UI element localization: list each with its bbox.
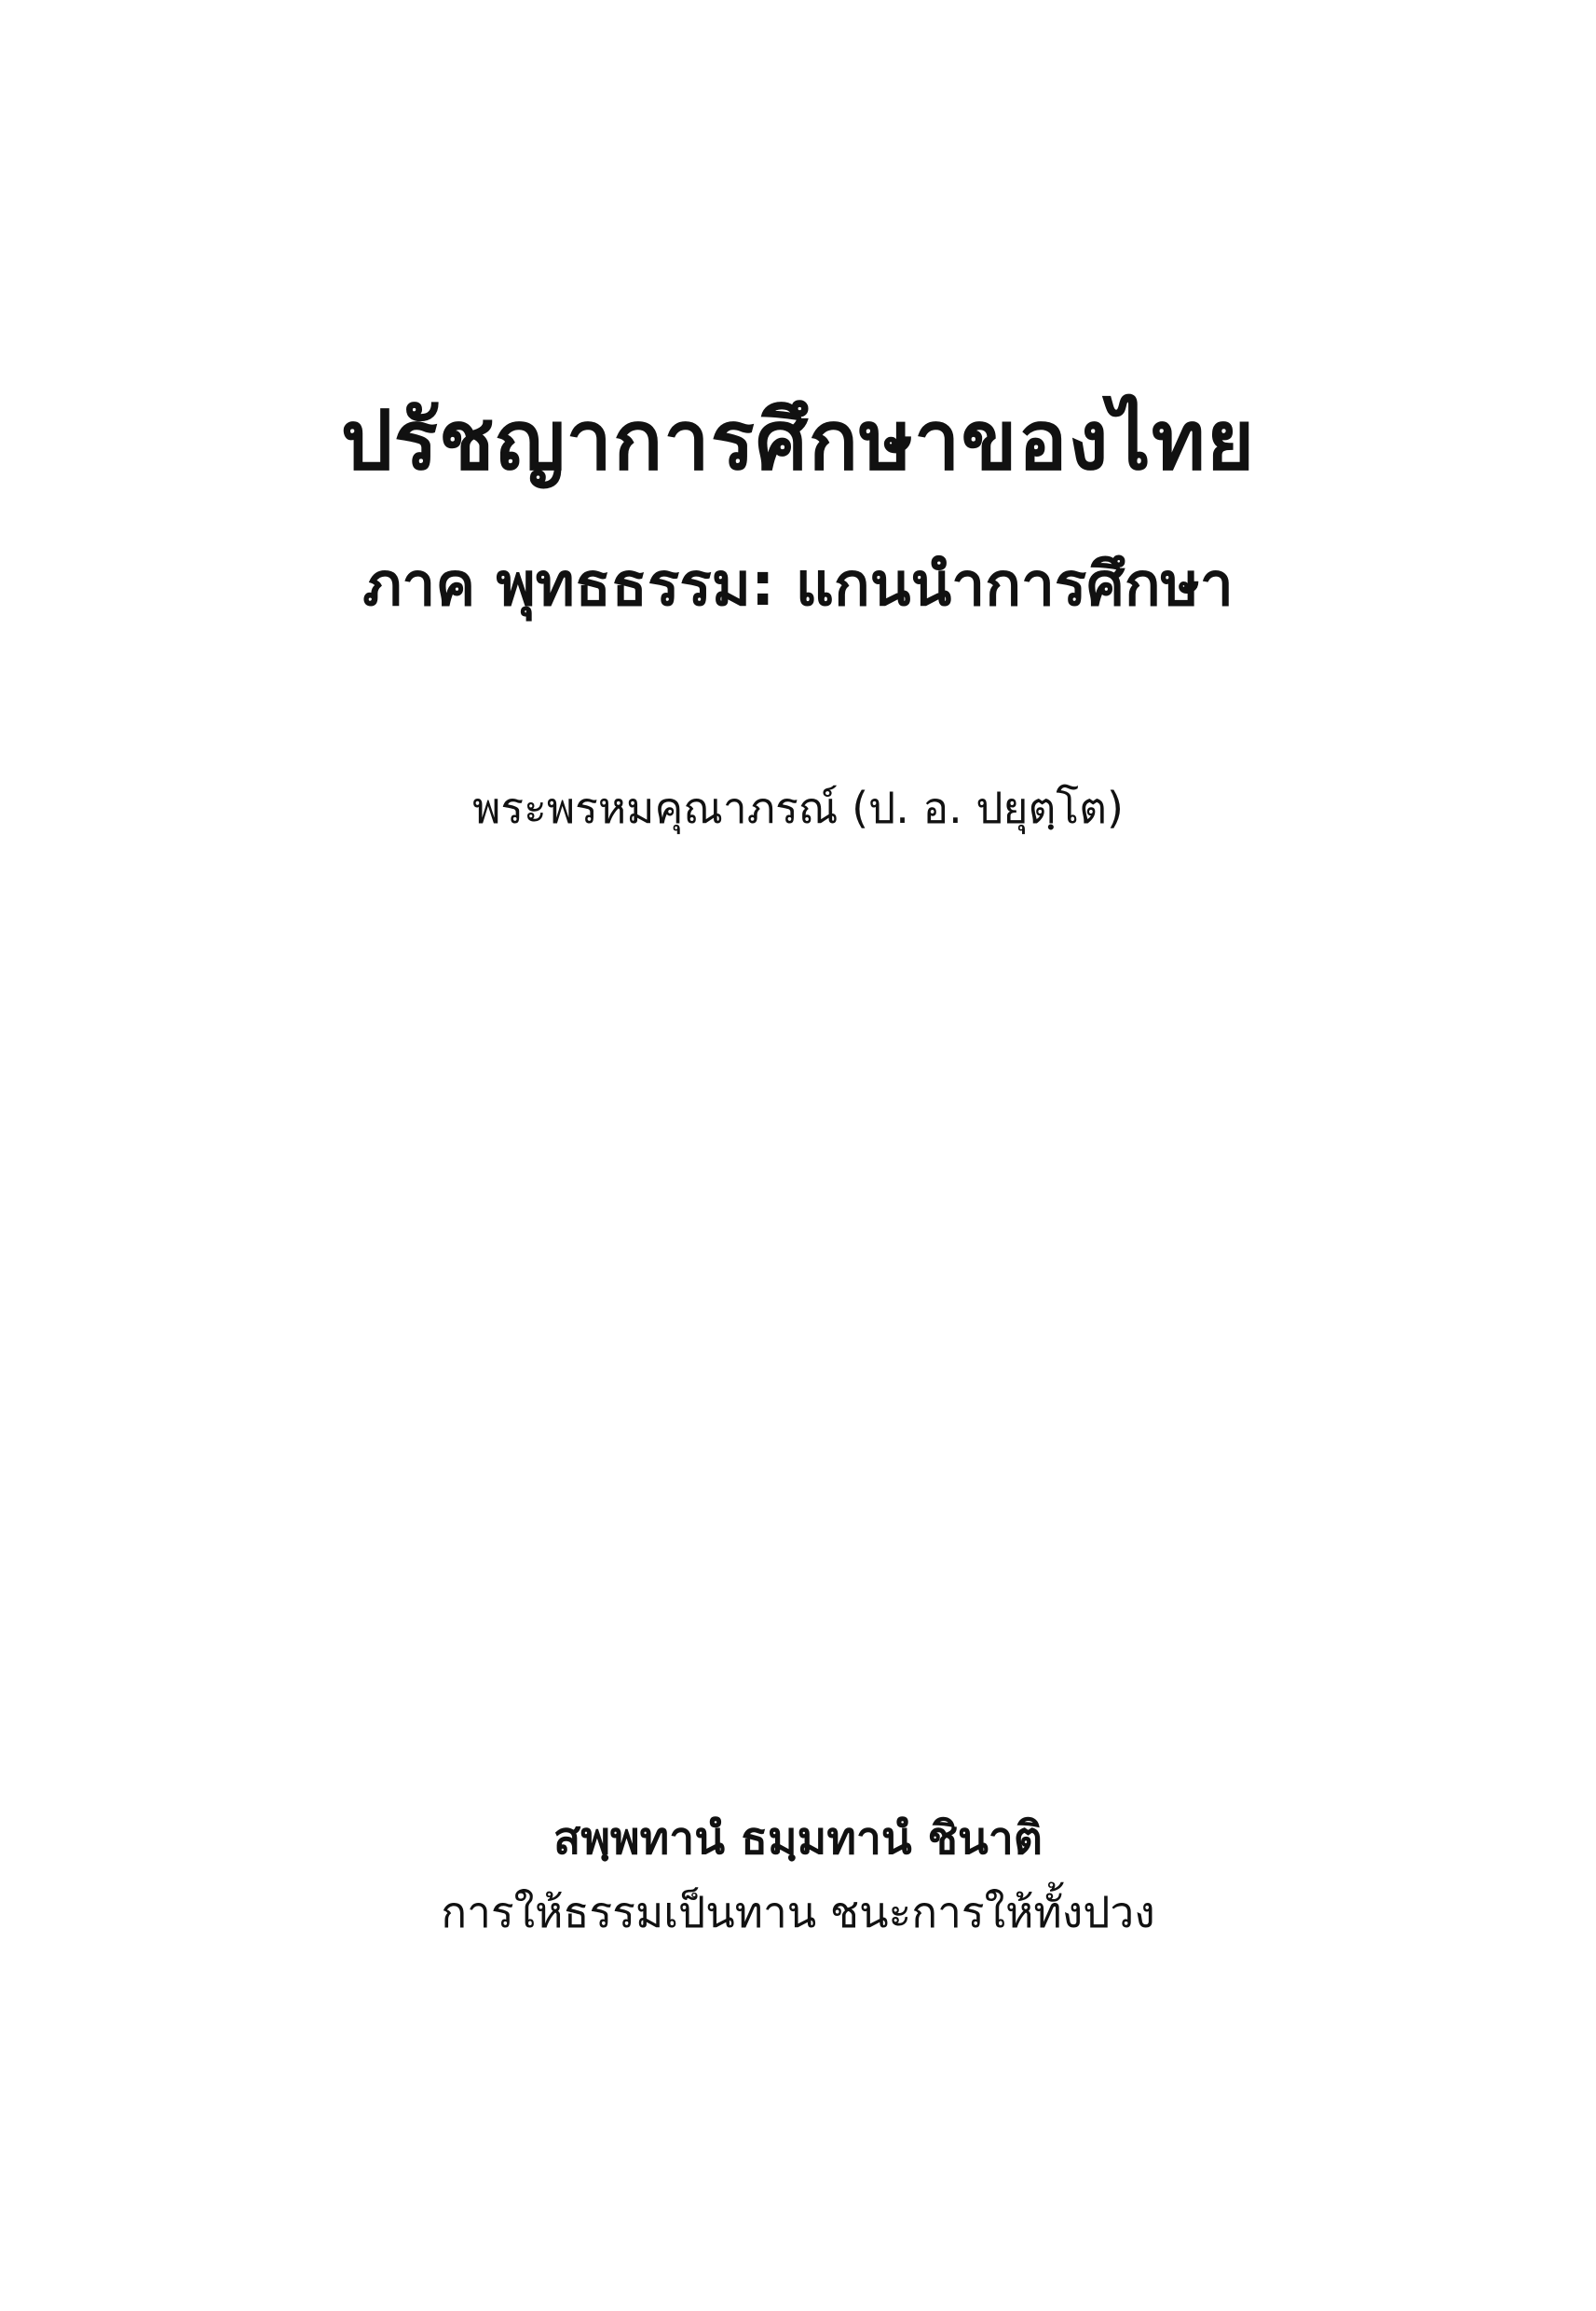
book-title: ปรัชญาการศึกษาของไทย — [340, 392, 1256, 488]
pali-motto: สพฺพทานํ ธมฺมทานํ ชินาติ — [553, 1812, 1043, 1865]
author-name: พระพรหมคุณาภรณ์ (ป. อ. ปยุตฺโต) — [472, 783, 1124, 833]
motto-translation: การให้ธรรมเป็นทาน ชนะการให้ทั้งปวง — [441, 1887, 1155, 1937]
book-subtitle: ภาค พุทธธรรม: แกนนำการศึกษา — [362, 551, 1234, 620]
